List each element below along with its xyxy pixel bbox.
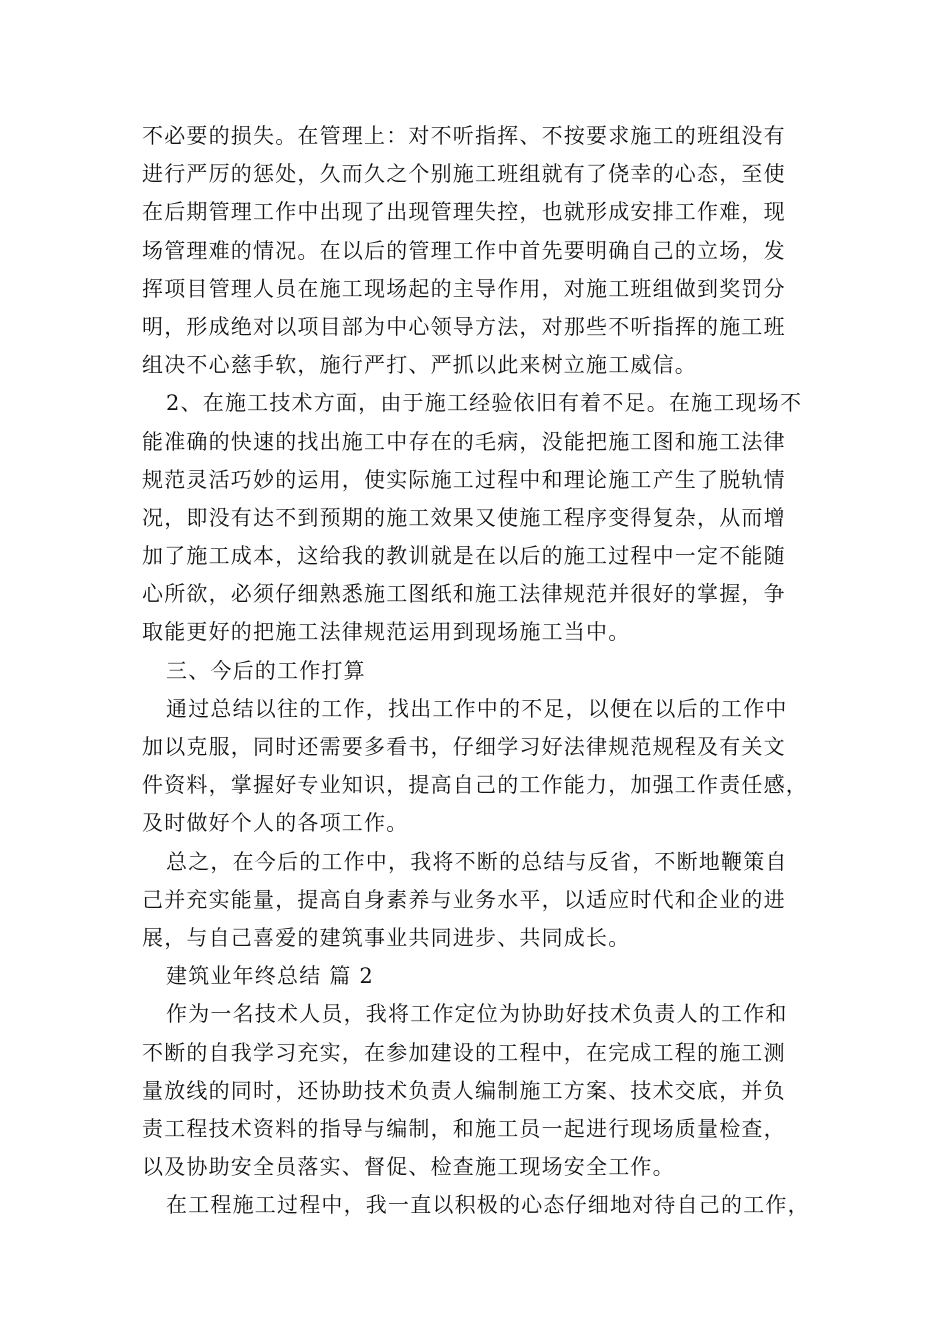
text-line: 三、今后的工作打算 [166, 658, 366, 683]
text-line: 组决不心慈手软，施行严打、严抓以此来树立施工威信。 [142, 353, 697, 378]
text-line: 作为一名技术人员，我将工作定位为协助好技术负责人的工作和 [166, 1002, 788, 1027]
text-line: 总之，在今后的工作中，我将不断的总结与反省，不断地鞭策自 [166, 849, 788, 874]
text-line: 建筑业年终总结 篇 2 [166, 964, 374, 989]
text-line: 量放线的同时，还协助技术负责人编制施工方案、技术交底，并负 [142, 1078, 786, 1103]
document-body [142, 117, 842, 1224]
text-line: 以及协助安全员落实、督促、检查施工现场安全工作。 [142, 1155, 675, 1180]
text-line: 加了施工成本，这给我的教训就是在以后的施工过程中一定不能随 [142, 544, 786, 569]
text-line: 加以克服，同时还需要多看书，仔细学习好法律规范规程及有关文 [142, 735, 786, 759]
text-line: 规范灵活巧妙的运用，使实际施工过程中和理论施工产生了脱轨情 [142, 467, 786, 492]
text-line: 不断的自我学习充实，在参加建设的工程中，在完成工程的施工测 [142, 1040, 786, 1065]
text-line: 进行严厉的惩处，久而久之个别施工班组就有了侥幸的心态，至使 [142, 162, 786, 187]
text-line: 展，与自己喜爱的建筑事业共同进步、共同成长。 [142, 925, 631, 950]
text-line: 2、在施工技术方面，由于施工经验依旧有着不足。在施工现场不 [166, 391, 803, 416]
text-line: 不必要的损失。在管理上：对不听指挥、不按要求施工的班组没有 [142, 124, 786, 148]
text-line: 取能更好的把施工法律规范运用到现场施工当中。 [142, 620, 631, 645]
text-line: 心所欲，必须仔细熟悉施工图纸和施工法律规范并很好的掌握，争 [142, 582, 786, 607]
text-line: 通过总结以往的工作，找出工作中的不足，以便在以后的工作中 [166, 696, 788, 721]
text-line: 在工程施工过程中，我一直以积极的心态仔细地对待自己的工作， [166, 1193, 810, 1218]
text-line: 己并充实能量，提高自身素养与业务水平，以适应时代和企业的进 [142, 887, 786, 912]
text-line: 件资料，掌握好专业知识，提高自己的工作能力，加强工作责任感， [142, 773, 808, 798]
text-line: 场管理难的情况。在以后的管理工作中首先要明确自己的立场，发 [142, 238, 786, 263]
text-line: 能准确的快速的找出施工中存在的毛病，没能把施工图和施工法律 [142, 429, 786, 454]
text-line: 在后期管理工作中出现了出现管理失控，也就形成安排工作难，现 [142, 200, 786, 225]
text-line: 况，即没有达不到预期的施工效果又使施工程序变得复杂，从而增 [142, 505, 786, 530]
text-line: 及时做好个人的各项工作。 [142, 811, 409, 836]
text-line: 责工程技术资料的指导与编制，和施工员一起进行现场质量检查， [142, 1116, 786, 1141]
text-line: 挥项目管理人员在施工现场起的主导作用，对施工班组做到奖罚分 [142, 276, 786, 301]
text-line: 明，形成绝对以项目部为中心领导方法，对那些不听指挥的施工班 [142, 314, 786, 339]
